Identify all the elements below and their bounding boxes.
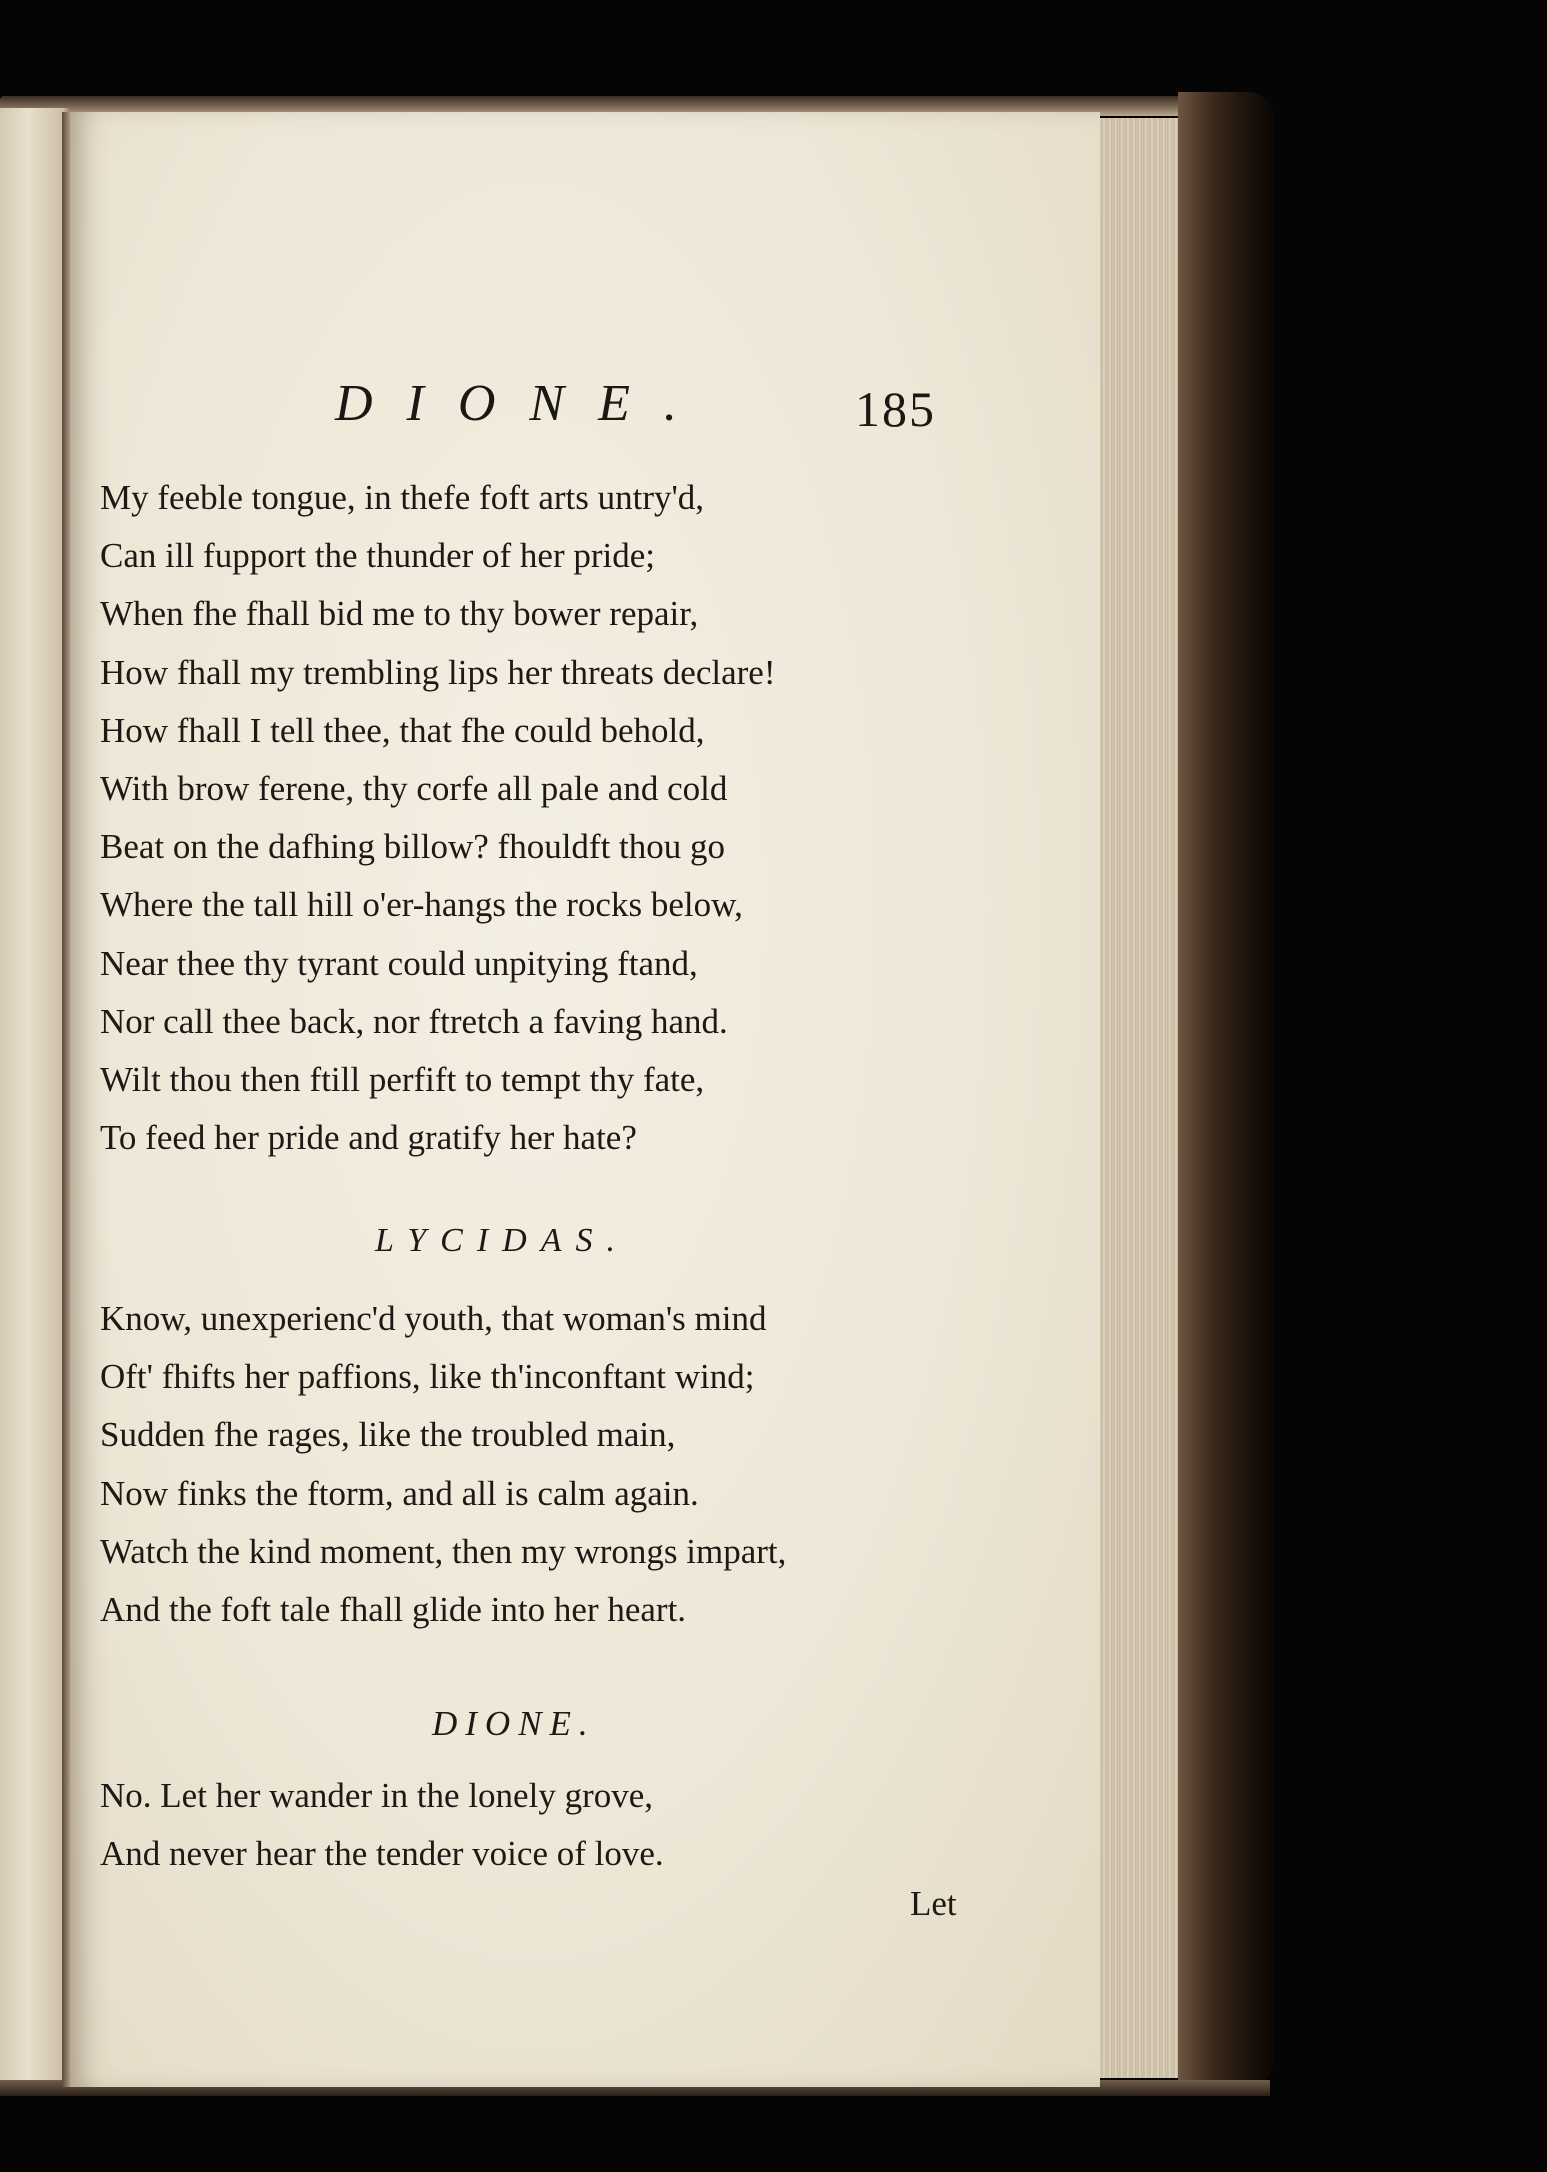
verse-stanza-dione [100,469,775,1167]
page-number: 185 [855,381,936,437]
book-page [70,112,1100,2087]
verse-line: Beat on the dafhing billow? fhouldft thou go [100,827,726,867]
verse-line: Where the tall hill o'er-hangs the rocks below, [100,885,743,925]
verse-stanza-dione-reply [100,1767,664,1883]
verse-line: Wilt thou then ftill perfift to tempt thy fate, [100,1060,705,1100]
verse-line: With brow ferene, thy corfe all pale and cold [100,769,728,809]
page-fore-edge [1098,118,1180,2078]
verse-line: Now finks the ftorm, and all is calm again. [100,1473,699,1513]
verse-line: Can ill fupport the thunder of her pride; [100,536,655,576]
verse-line: And never hear the tender voice of love. [100,1834,664,1874]
verse-line: To feed her pride and gratify her hate? [100,1118,637,1158]
verse-line: Know, unexperienc'd youth, that woman's mind [100,1299,767,1338]
verse-line: No. Let her wander in the lonely grove, [100,1776,654,1815]
verse-line: And the foft tale fhall glide into her heart. [100,1590,687,1630]
verse-line: Watch the kind moment, then my wrongs impart, [100,1531,787,1571]
verse-line: Nor call thee back, nor ftretch a faving hand. [100,1001,728,1041]
facing-page-edge [0,108,70,2083]
verse-line: My feeble tongue, in thefe foft arts untry'd, [100,478,705,517]
page-gutter [62,112,70,2087]
book-cover-edge [1178,92,1274,2086]
verse-stanza-lycidas [100,1290,786,1639]
speaker-heading-lycidas: LYCIDAS. [375,1222,629,1259]
verse-line: Oft' fhifts her paffions, like th'inconftant wind; [100,1357,755,1397]
verse-line: Sudden fhe rages, like the troubled main, [100,1415,676,1455]
verse-line: How fhall I tell thee, that fhe could behold, [100,710,705,750]
verse-line: When fhe fhall bid me to thy bower repair, [100,594,699,634]
running-head-title: DIONE. [335,375,711,432]
catchword: Let [910,1884,957,1923]
verse-line: Near thee thy tyrant could unpitying ftand, [100,943,698,983]
speaker-heading-dione: DIONE. [432,1704,596,1743]
verse-line: How fhall my trembling lips her threats declare! [100,652,776,692]
